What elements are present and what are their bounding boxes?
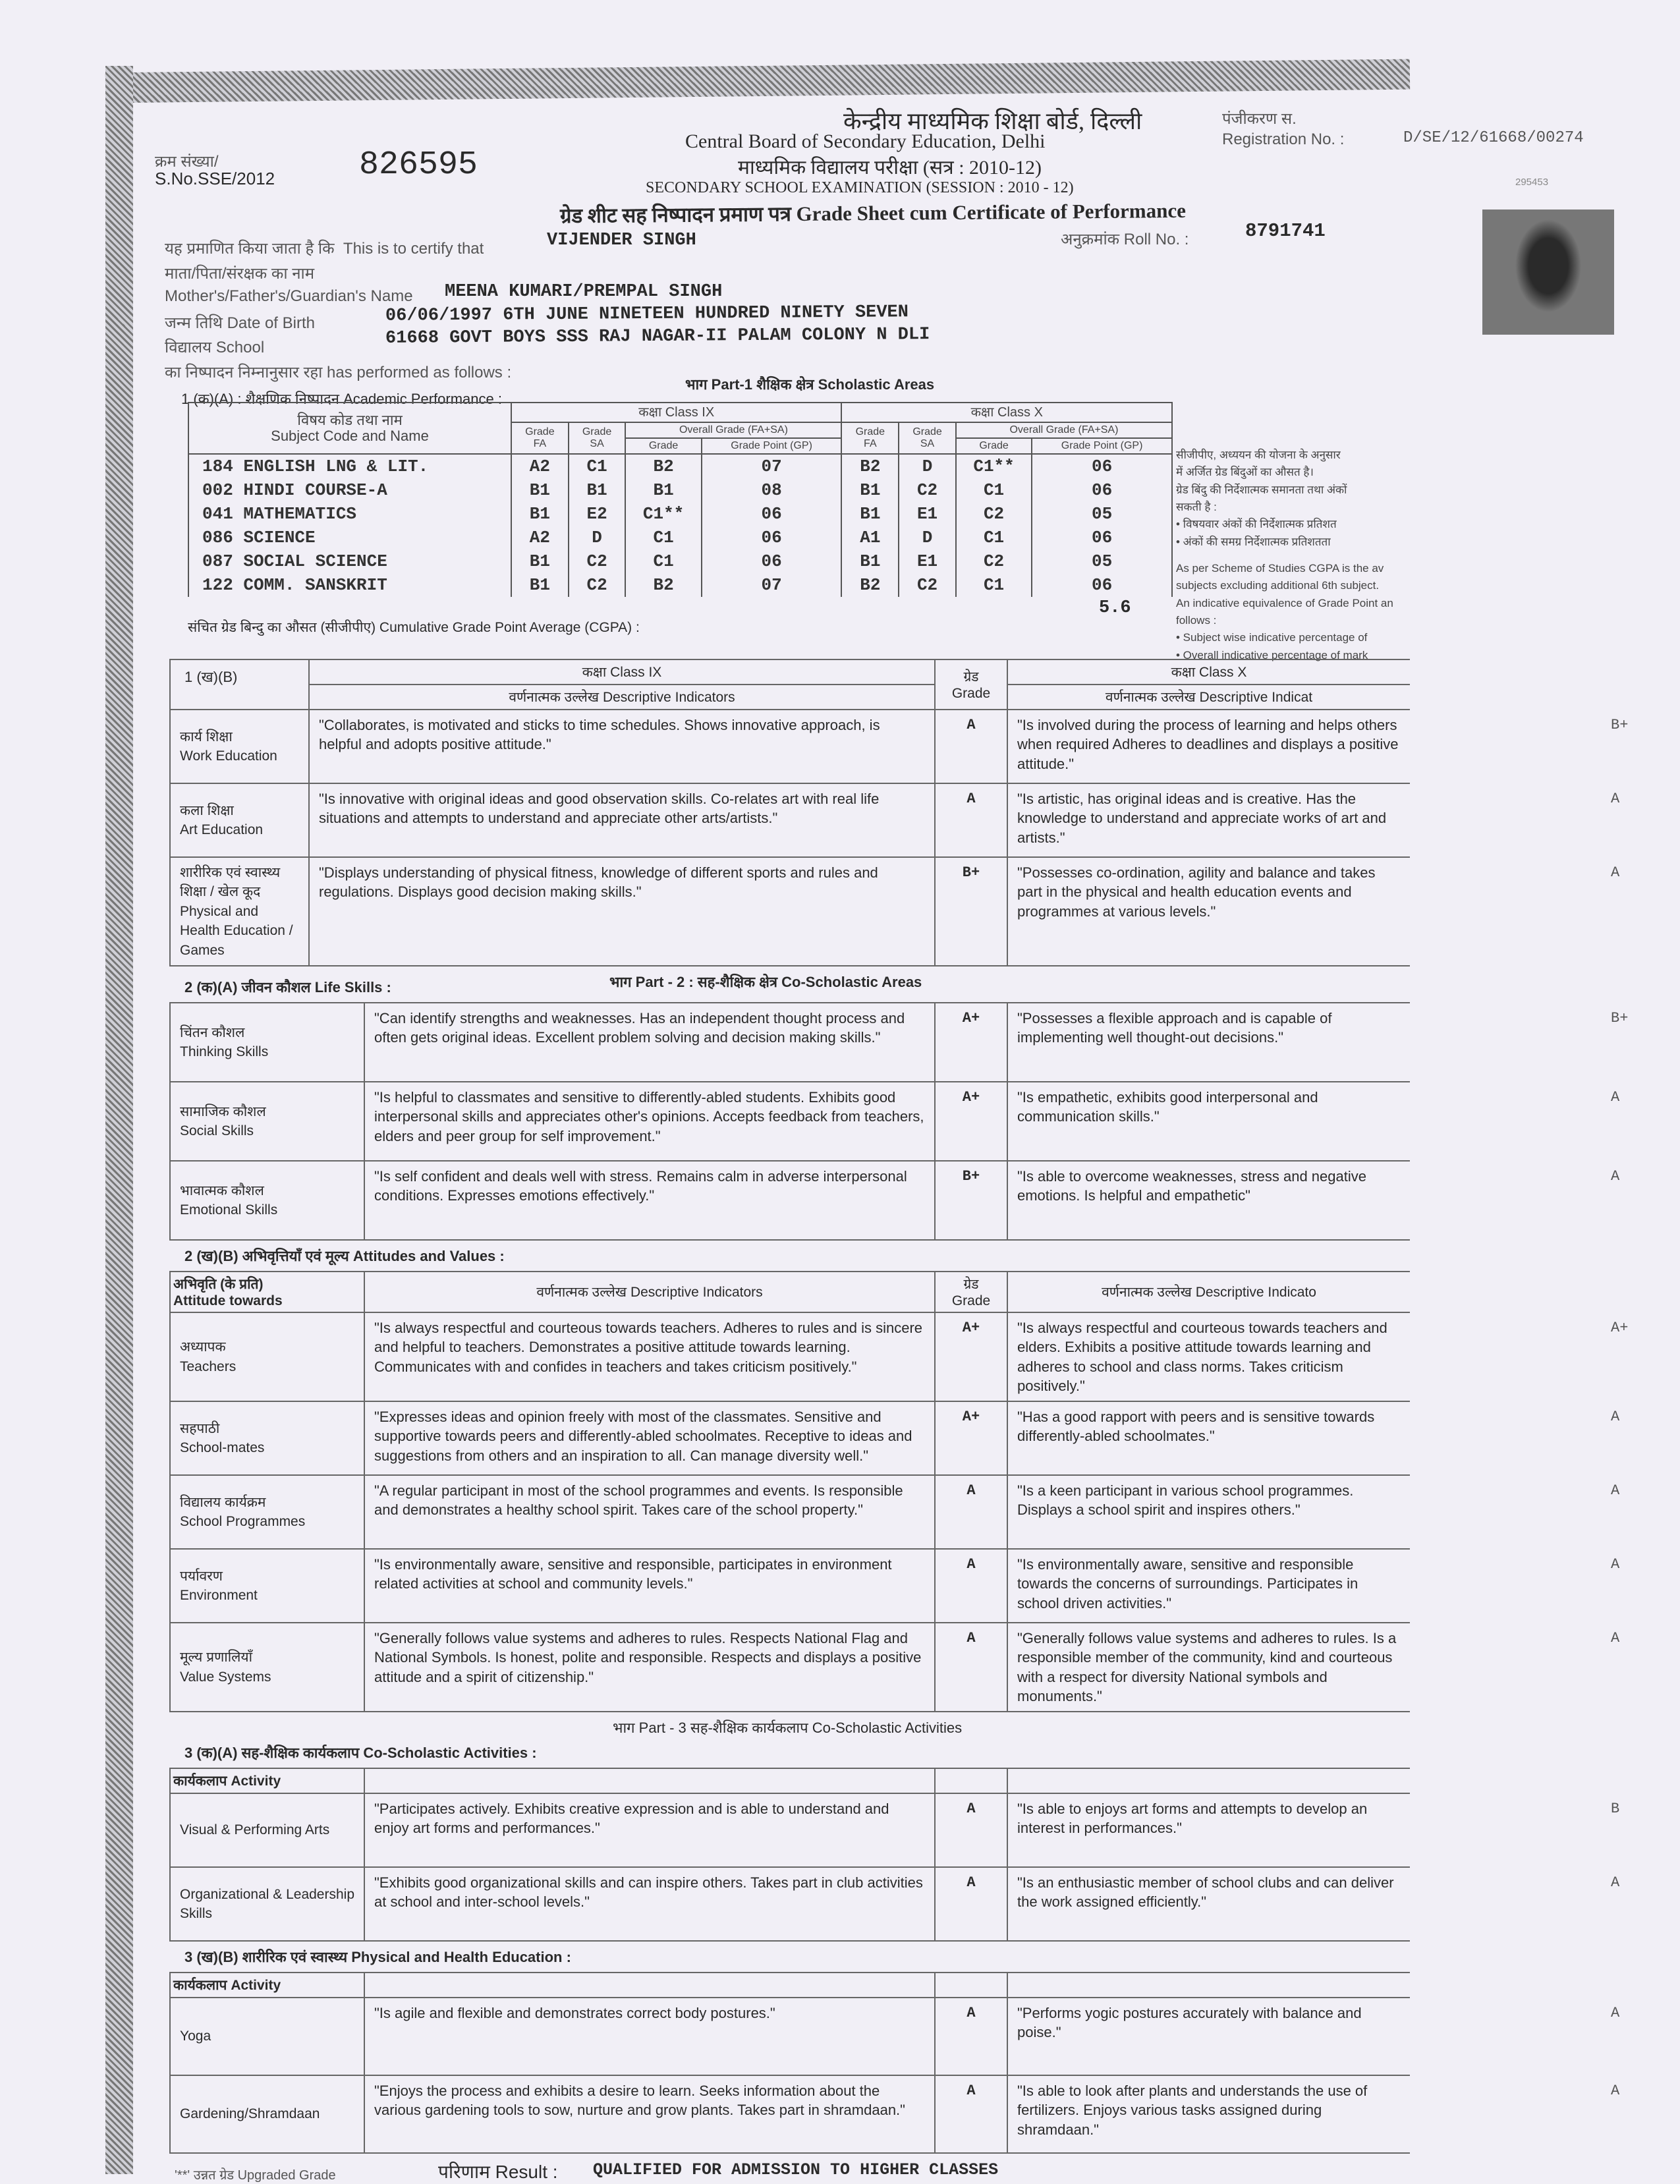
x-grade-cell: C2 bbox=[956, 549, 1032, 573]
ix-grade-cell: C2 bbox=[569, 573, 626, 597]
ix-grade-cell: 06 bbox=[702, 502, 842, 526]
subject-row bbox=[188, 502, 1172, 526]
activity-header-b: कार्यकलाप Activity bbox=[170, 1973, 364, 1998]
row-label: पर्यावरण Environment bbox=[170, 1549, 364, 1623]
life-skills-table bbox=[169, 1002, 1410, 1241]
x-grade-cell: E1 bbox=[899, 549, 956, 573]
blank-header bbox=[170, 659, 309, 710]
ix-grade-cell: B1 bbox=[511, 502, 569, 526]
row-label: Visual & Performing Arts bbox=[170, 1793, 364, 1867]
descriptive-row bbox=[170, 1475, 1410, 1549]
x-grade-cell: B2 bbox=[841, 454, 899, 478]
subject-row bbox=[188, 549, 1172, 573]
descriptive-indicator-ix: "Is helpful to classmates and sensitive to differently-abled students. Exhibits good interpersonal skills and appreciates other's opinions. Accepts feedback from teachers, elders and peer group for self improvement." bbox=[364, 1082, 935, 1161]
side-note-line: में अर्जित ग्रेड बिंदुओं का औसत है। bbox=[1176, 466, 1314, 479]
school-hindi: विद्यालय bbox=[165, 339, 212, 356]
grade-ix: A bbox=[935, 1623, 1007, 1712]
attitudes-values-label: 2 (ख)(B) अभिवृत्तियाँ एवं मूल्य Attitudes and Values : bbox=[184, 1248, 505, 1264]
row-label: Gardening/Shramdaan bbox=[170, 2075, 364, 2153]
ix-grade-cell: B1 bbox=[625, 478, 701, 502]
grade-x: B+ bbox=[1611, 717, 1629, 733]
parent-label-hindi: माता/पिता/संरक्षक का नाम bbox=[165, 265, 315, 283]
performed-english: has performed as follows : bbox=[327, 364, 512, 381]
co-scholastic-label: 3 (क)(A) सह-शैक्षिक कार्यकलाप Co-Scholastic Activities : bbox=[184, 1745, 537, 1761]
subject-name: 087 SOCIAL SCIENCE bbox=[188, 549, 511, 573]
descriptive-indicator-x: "Possesses a flexible approach and is capable of implementing well thought-out decisions." bbox=[1007, 1003, 1410, 1082]
side-note-line: • Subject wise indicative percentage of bbox=[1176, 631, 1368, 644]
descriptive-indicator-x: "Possesses co-ordination, agility and balance and takes part in the physical and health education events and programmes at various levels." bbox=[1007, 857, 1410, 966]
descriptive-indicator-x: "Is involved during the process of learning and helps others when required Adheres to deadlines and displays a positive attitude." bbox=[1007, 710, 1410, 783]
row-label: Yoga bbox=[170, 1998, 364, 2075]
ix-grade-cell: B2 bbox=[625, 454, 701, 478]
co-scholastic-table bbox=[169, 1768, 1410, 1942]
subject-row bbox=[188, 478, 1172, 502]
grade-x: A bbox=[1611, 2083, 1620, 2099]
student-photo bbox=[1482, 210, 1614, 335]
side-note-line: सकती है : bbox=[1176, 501, 1217, 514]
grade-header: ग्रेड Grade bbox=[935, 659, 1007, 710]
grade-ix: A bbox=[935, 1867, 1007, 1941]
subject-name: 184 ENGLISH LNG & LIT. bbox=[188, 454, 511, 478]
descriptive-indicator-x: "Is able to enjoys art forms and attempts to develop an interest in performances." bbox=[1007, 1793, 1410, 1867]
decorative-border-top bbox=[105, 59, 1410, 103]
school-label bbox=[165, 336, 264, 358]
result-value: QUALIFIED FOR ADMISSION TO HIGHER CLASSES bbox=[593, 2160, 999, 2179]
descriptive-row bbox=[170, 783, 1410, 857]
roll-english: Roll No. : bbox=[1123, 231, 1189, 248]
ix-grade-cell: A2 bbox=[511, 454, 569, 478]
ix-grade-cell: B1 bbox=[511, 573, 569, 597]
grade-ix: A bbox=[935, 1998, 1007, 2075]
certify-hindi: यह प्रमाणित किया जाता है कि bbox=[165, 240, 335, 258]
x-grade-cell: A1 bbox=[841, 526, 899, 549]
descriptive-row bbox=[170, 710, 1410, 783]
small-number: 295453 bbox=[1515, 177, 1549, 188]
row-label: सामाजिक कौशल Social Skills bbox=[170, 1082, 364, 1161]
registration-label: Registration No. : bbox=[1222, 130, 1345, 148]
x-grade-cell: 05 bbox=[1032, 549, 1172, 573]
descriptive-indicator-x: "Has a good rapport with peers and is sensitive towards differently-abled schoolmates." bbox=[1007, 1401, 1410, 1475]
title-hindi: ग्रेड शीट सह निष्पादन प्रमाण पत्र bbox=[559, 202, 791, 228]
grade-x: B bbox=[1611, 1801, 1620, 1817]
ix-grade-cell: C2 bbox=[569, 549, 626, 573]
descriptive-indicator-x: "Generally follows value systems and adheres to rules. Is a responsible member of the community, kind and courteous with a respect for diversity National symbols and monuments." bbox=[1007, 1623, 1410, 1712]
grade-ix: A+ bbox=[935, 1003, 1007, 1082]
descriptive-indicator-ix: "Exhibits good organizational skills and can inspire others. Takes part in club activities at school and inter-school levels." bbox=[364, 1867, 935, 1941]
x-grade-cell: 06 bbox=[1032, 454, 1172, 478]
grade-x: A bbox=[1611, 1089, 1620, 1106]
class-x-header: कक्षा Class X bbox=[1007, 659, 1410, 685]
grade-ix: B+ bbox=[935, 1161, 1007, 1240]
x-grade-cell: C1 bbox=[956, 573, 1032, 597]
grade-x: A bbox=[1611, 864, 1620, 881]
date-of-birth: 06/06/1997 6TH JUNE NINETEEN HUNDRED NINETY SEVEN bbox=[385, 302, 909, 326]
grade-ix: A+ bbox=[935, 1401, 1007, 1475]
ix-grade-cell: D bbox=[569, 526, 626, 549]
descriptive-row bbox=[170, 1623, 1410, 1712]
descriptive-indicator-x: "Performs yogic postures accurately with balance and poise." bbox=[1007, 1998, 1410, 2075]
descriptive-indicator-ix: "Is agile and flexible and demonstrates correct body postures." bbox=[364, 1998, 935, 2075]
ix-grade-cell: 07 bbox=[702, 573, 842, 597]
physical-health-label: 3 (ख)(B) शारीरिक एवं स्वास्थ्य Physical and Health Education : bbox=[184, 1949, 571, 1965]
desc-x-header: वर्णनात्मक उल्लेख Descriptive Indicato bbox=[1007, 1272, 1410, 1312]
class-ix-header: कक्षा Class IX bbox=[511, 403, 841, 422]
ix-grade-cell: 07 bbox=[702, 454, 842, 478]
x-grade-cell: B1 bbox=[841, 502, 899, 526]
subject-header: विषय कोड तथा नाम Subject Code and Name bbox=[188, 403, 511, 454]
ix-grade-cell: C1** bbox=[625, 502, 701, 526]
grade-ix: A bbox=[935, 1793, 1007, 1867]
life-skills-label: 2 (क)(A) जीवन कौशल Life Skills : bbox=[184, 979, 391, 995]
x-overall-header: Overall Grade (FA+SA) bbox=[956, 422, 1172, 438]
descriptive-row bbox=[170, 1003, 1410, 1082]
grade-header: ग्रेड Grade bbox=[935, 1272, 1007, 1312]
roll-hindi: अनुक्रमांक bbox=[1061, 231, 1120, 248]
subject-name: 041 MATHEMATICS bbox=[188, 502, 511, 526]
ix-grade-cell: E2 bbox=[569, 502, 626, 526]
descriptive-indicator-ix: "Can identify strengths and weaknesses. Has an independent thought process and often gets original ideas. Excellent problem solving and decision making skills." bbox=[364, 1003, 935, 1082]
subject-name: 002 HINDI COURSE-A bbox=[188, 478, 511, 502]
side-note-line: सीजीपीए, अध्ययन की योजना के अनुसार bbox=[1176, 449, 1341, 461]
grade-ix: A+ bbox=[935, 1312, 1007, 1401]
x-grade-header: Grade bbox=[956, 438, 1032, 454]
grade-ix: A+ bbox=[935, 1082, 1007, 1161]
ix-gp-header: Grade Point (GP) bbox=[702, 438, 842, 454]
descriptive-row bbox=[170, 857, 1410, 966]
parent-label: Mother's/Father's/Guardian's Name bbox=[165, 287, 413, 305]
x-sa-header: Grade SA bbox=[899, 422, 956, 454]
x-grade-cell: C1 bbox=[956, 478, 1032, 502]
cgpa-side-note bbox=[1176, 447, 1413, 664]
descriptive-indicator-x: "Is empathetic, exhibits good interpersonal and communication skills." bbox=[1007, 1082, 1410, 1161]
attitude-header: अभिवृति (के प्रति) Attitude towards bbox=[170, 1272, 364, 1312]
x-grade-cell: C1 bbox=[956, 526, 1032, 549]
descriptive-row bbox=[170, 1549, 1410, 1623]
serial-label-hindi: क्रम संख्या/ bbox=[155, 153, 219, 171]
descriptive-row bbox=[170, 1161, 1410, 1240]
part2-heading: भाग Part - 2 : सह-शैक्षिक क्षेत्र Co-Scholastic Areas bbox=[609, 974, 922, 990]
registration-number: D/SE/12/61668/00274 bbox=[1403, 129, 1584, 147]
descriptive-indicator-ix: "Participates actively. Exhibits creative expression and is able to understand and enjoy art forms and performances." bbox=[364, 1793, 935, 1867]
document-title bbox=[560, 196, 1186, 229]
row-label: चिंतन कौशल Thinking Skills bbox=[170, 1003, 364, 1082]
grade-x: A bbox=[1611, 1556, 1620, 1573]
x-grade-cell: 06 bbox=[1032, 478, 1172, 502]
grade-x: A bbox=[1611, 1168, 1620, 1185]
grade-ix: B+ bbox=[935, 857, 1007, 966]
ix-grade-cell: 06 bbox=[702, 526, 842, 549]
ix-grade-header: Grade bbox=[625, 438, 701, 454]
descriptive-indicator-x: "Is able to look after plants and understands the use of fertilizers. Enjoys various tasks assigned during shramdaan." bbox=[1007, 2075, 1410, 2153]
serial-label: S.No.SSE/2012 bbox=[155, 169, 275, 188]
descriptive-indicator-ix: "Collaborates, is motivated and sticks to time schedules. Shows innovative approach, is helpful and adopts positive attitude." bbox=[309, 710, 935, 783]
roll-number: 8791741 bbox=[1245, 220, 1326, 242]
descriptive-row bbox=[170, 1082, 1410, 1161]
ix-grade-cell: B1 bbox=[511, 478, 569, 502]
ix-overall-header: Overall Grade (FA+SA) bbox=[625, 422, 841, 438]
x-grade-cell: 06 bbox=[1032, 526, 1172, 549]
grade-ix: A bbox=[935, 783, 1007, 857]
class-x-header: कक्षा Class X bbox=[841, 403, 1172, 422]
descriptive-row bbox=[170, 1998, 1410, 2075]
school-name: 61668 GOVT BOYS SSS RAJ NAGAR-II PALAM COLONY N DLI bbox=[385, 325, 930, 349]
registration-label-hindi: पंजीकरण स. bbox=[1222, 110, 1297, 128]
grade-x: A bbox=[1611, 1874, 1620, 1891]
side-note-line: ग्रेड बिंदु की निर्देशात्मक समानता तथा अंकों bbox=[1176, 483, 1347, 496]
x-grade-cell: B1 bbox=[841, 549, 899, 573]
activity-header: कार्यकलाप Activity bbox=[170, 1768, 364, 1793]
class-ix-header: कक्षा Class IX bbox=[309, 659, 935, 685]
subject-name: 086 SCIENCE bbox=[188, 526, 511, 549]
x-grade-cell: D bbox=[899, 454, 956, 478]
dob-english: Date of Birth bbox=[227, 314, 315, 332]
result-label: परिणाम Result : bbox=[438, 2162, 558, 2182]
serial-number: 826595 bbox=[359, 146, 478, 184]
descriptive-table-1b bbox=[169, 659, 1410, 966]
exam-name: SECONDARY SCHOOL EXAMINATION (SESSION : 2010 - 12) bbox=[646, 179, 1074, 196]
certify-label bbox=[165, 237, 484, 259]
dob-hindi: जन्म तिथि bbox=[165, 314, 223, 332]
ix-grade-cell: A2 bbox=[511, 526, 569, 549]
side-note-line: As per Scheme of Studies CGPA is the av bbox=[1176, 562, 1384, 575]
descriptive-indicator-ix: "Expresses ideas and opinion freely with most of the classmates. Sensitive and supportive towards peers and differently-abled schoolmates. Receptive to ideas and suggestions from others and an inspiration to all. Can manage diversity well." bbox=[364, 1401, 935, 1475]
title-english: Grade Sheet cum Certificate of Performance bbox=[796, 198, 1187, 226]
row-label: अध्यापक Teachers bbox=[170, 1312, 364, 1401]
ix-grade-cell: B1 bbox=[569, 478, 626, 502]
roll-label bbox=[1061, 228, 1189, 250]
descriptive-indicator-ix: "Is innovative with original ideas and good observation skills. Co-relates art with real life situations and attempts to understand and appreciate other arts/artists." bbox=[309, 783, 935, 857]
side-note-line: subjects excluding additional 6th subject. bbox=[1176, 579, 1380, 592]
descriptive-indicator-x: "Is artistic, has original ideas and is creative. Has the knowledge to understand and appreciate works of art and artists." bbox=[1007, 783, 1410, 857]
subject-row bbox=[188, 573, 1172, 597]
descriptive-indicator-x: "Is an enthusiastic member of school clubs and can deliver the work assigned efficiently." bbox=[1007, 1867, 1410, 1941]
upgraded-grade-note: '**' उन्नत ग्रेड Upgraded Grade bbox=[175, 2168, 336, 2183]
academic-performance-table bbox=[188, 402, 1173, 597]
descriptive-indicator-x: "Is always respectful and courteous towards teachers and elders. Exhibits a positive attitude towards learning and adheres to school and class norms. Takes criticism positively." bbox=[1007, 1312, 1410, 1401]
section-1b-label: 1 (ख)(B) bbox=[184, 669, 238, 685]
row-label: मूल्य प्रणालियाँ Value Systems bbox=[170, 1623, 364, 1712]
x-gp-header: Grade Point (GP) bbox=[1032, 438, 1172, 454]
subject-row bbox=[188, 454, 1172, 478]
x-grade-cell: 05 bbox=[1032, 502, 1172, 526]
exam-name-hindi: माध्यमिक विद्यालय परीक्षा (सत्र : 2010-12) bbox=[738, 157, 1042, 179]
side-note-line: • Overall indicative percentage of mark bbox=[1176, 648, 1368, 661]
grade-x: A bbox=[1611, 791, 1620, 807]
desc-header: वर्णनात्मक उल्लेख Descriptive Indicators bbox=[309, 685, 935, 710]
descriptive-indicator-ix: "Enjoys the process and exhibits a desire to learn. Seeks information about the various gardening tools to sow, nurture and grow plants. Takes part in shramdaan." bbox=[364, 2075, 935, 2153]
x-fa-header: Grade FA bbox=[841, 422, 899, 454]
student-name: VIJENDER SINGH bbox=[547, 231, 696, 250]
board-name: Central Board of Secondary Education, Delhi bbox=[685, 130, 1046, 152]
subject-name: 122 COMM. SANSKRIT bbox=[188, 573, 511, 597]
cgpa-value: 5.6 bbox=[1099, 598, 1131, 618]
performed-hindi: का निष्पादन निम्नानुसार रहा bbox=[165, 364, 323, 381]
desc-x-header: वर्णनात्मक उल्लेख Descriptive Indicat bbox=[1007, 685, 1410, 710]
side-note-line: follows : bbox=[1176, 614, 1217, 627]
x-grade-cell: C2 bbox=[899, 478, 956, 502]
row-label: भावात्मक कौशल Emotional Skills bbox=[170, 1161, 364, 1240]
side-note-line: • अंकों की समग्र निर्देशात्मक प्रतिशतता bbox=[1176, 535, 1331, 548]
descriptive-row bbox=[170, 1867, 1410, 1941]
cgpa-label: संचित ग्रेड बिन्दु का औसत (सीजीपीए) Cumulative Grade Point Average (CGPA) : bbox=[188, 620, 640, 635]
descriptive-indicator-ix: "Is self confident and deals well with stress. Remains calm in adverse interpersonal conditions. Expresses emotions effectively." bbox=[364, 1161, 935, 1240]
x-grade-cell: C2 bbox=[956, 502, 1032, 526]
descriptive-row bbox=[170, 1312, 1410, 1401]
subject-row bbox=[188, 526, 1172, 549]
ix-fa-header: Grade FA bbox=[511, 422, 569, 454]
x-grade-cell: B1 bbox=[841, 478, 899, 502]
descriptive-indicator-ix: "Generally follows value systems and adheres to rules. Respects National Flag and National Symbols. Is honest, polite and responsible. Respects and displays a positive attitude and a spirit of citizenship." bbox=[364, 1623, 935, 1712]
attitudes-values-table bbox=[169, 1271, 1410, 1712]
grade-ix: A bbox=[935, 2075, 1007, 2153]
ix-grade-cell: 08 bbox=[702, 478, 842, 502]
descriptive-indicator-ix: "A regular participant in most of the school programmes and events. Is responsible and demonstrates a healthy school spirit. Takes care of the school property." bbox=[364, 1475, 935, 1549]
ix-grade-cell: C1 bbox=[569, 454, 626, 478]
ix-grade-cell: 06 bbox=[702, 549, 842, 573]
descriptive-indicator-ix: "Is environmentally aware, sensitive and responsible, participates in environment related activities at school and community levels." bbox=[364, 1549, 935, 1623]
x-grade-cell: D bbox=[899, 526, 956, 549]
academic-section-label: 1 (क)(A) : शैक्षणिक निष्पादन Academic Performance : bbox=[181, 391, 502, 407]
descriptive-row bbox=[170, 1401, 1410, 1475]
grade-ix: A bbox=[935, 1549, 1007, 1623]
school-english: School bbox=[215, 339, 265, 356]
grade-x: A bbox=[1611, 1630, 1620, 1646]
descriptive-row bbox=[170, 1793, 1410, 1867]
ix-grade-cell: C1 bbox=[625, 549, 701, 573]
row-label: कार्य शिक्षा Work Education bbox=[170, 710, 309, 783]
decorative-border-left bbox=[105, 66, 133, 2174]
ix-sa-header: Grade SA bbox=[569, 422, 626, 454]
dob-label bbox=[165, 312, 315, 333]
grade-x: A bbox=[1611, 2005, 1620, 2021]
descriptive-indicator-x: "Is able to overcome weaknesses, stress and negative emotions. Is helpful and empathetic" bbox=[1007, 1161, 1410, 1240]
x-grade-cell: E1 bbox=[899, 502, 956, 526]
grade-x: A bbox=[1611, 1409, 1620, 1425]
certify-english: This is to certify that bbox=[343, 240, 484, 258]
side-note-line: • विषयवार अंकों की निर्देशात्मक प्रतिशत bbox=[1176, 518, 1337, 531]
x-grade-cell: 06 bbox=[1032, 573, 1172, 597]
grade-x: A+ bbox=[1611, 1320, 1629, 1336]
row-label: कला शिक्षा Art Education bbox=[170, 783, 309, 857]
x-grade-cell: B2 bbox=[841, 573, 899, 597]
row-label: सहपाठी School-mates bbox=[170, 1401, 364, 1475]
part1-heading: भाग Part-1 शैक्षिक क्षेत्र Scholastic Areas bbox=[685, 376, 935, 393]
physical-health-table bbox=[169, 1972, 1410, 2154]
ix-grade-cell: C1 bbox=[625, 526, 701, 549]
descriptive-indicator-ix: "Is always respectful and courteous towards teachers. Adheres to rules and is sincere and helpful to teachers. Demonstrates a positive attitude towards learning. Communicates with and confides in teachers and takes criticism positively." bbox=[364, 1312, 935, 1401]
descriptive-indicator-ix: "Displays understanding of physical fitness, knowledge of different sports and rules and regulations. Displays good decision making skills." bbox=[309, 857, 935, 966]
grade-ix: A bbox=[935, 1475, 1007, 1549]
parent-name: MEENA KUMARI/PREMPAL SINGH bbox=[445, 282, 723, 302]
x-grade-cell: C2 bbox=[899, 573, 956, 597]
ix-grade-cell: B1 bbox=[511, 549, 569, 573]
descriptive-indicator-x: "Is environmentally aware, sensitive and responsible towards the concerns of surroundings. Participates in school driven activities." bbox=[1007, 1549, 1410, 1623]
row-label: Organizational & Leadership Skills bbox=[170, 1867, 364, 1941]
grade-ix: A bbox=[935, 710, 1007, 783]
row-label: शारीरिक एवं स्वास्थ्य शिक्षा / खेल कूद Physical and Health Education / Games bbox=[170, 857, 309, 966]
part3-heading: भाग Part - 3 सह-शैक्षिक कार्यकलाप Co-Scholastic Activities bbox=[613, 1720, 963, 1736]
grade-x: B+ bbox=[1611, 1010, 1629, 1026]
x-grade-cell: C1** bbox=[956, 454, 1032, 478]
side-note-line: An indicative equivalence of Grade Point an bbox=[1176, 596, 1393, 609]
descriptive-indicator-x: "Is a keen participant in various school programmes. Displays a school spirit and inspires others." bbox=[1007, 1475, 1410, 1549]
board-name-hindi: केन्द्रीय माध्यमिक शिक्षा बोर्ड, दिल्ली bbox=[843, 108, 1142, 134]
desc-header: वर्णनात्मक उल्लेख Descriptive Indicators bbox=[364, 1272, 935, 1312]
grade-x: A bbox=[1611, 1482, 1620, 1499]
descriptive-row bbox=[170, 2075, 1410, 2153]
ix-grade-cell: B2 bbox=[625, 573, 701, 597]
row-label: विद्यालय कार्यक्रम School Programmes bbox=[170, 1475, 364, 1549]
performed-label bbox=[165, 361, 511, 383]
